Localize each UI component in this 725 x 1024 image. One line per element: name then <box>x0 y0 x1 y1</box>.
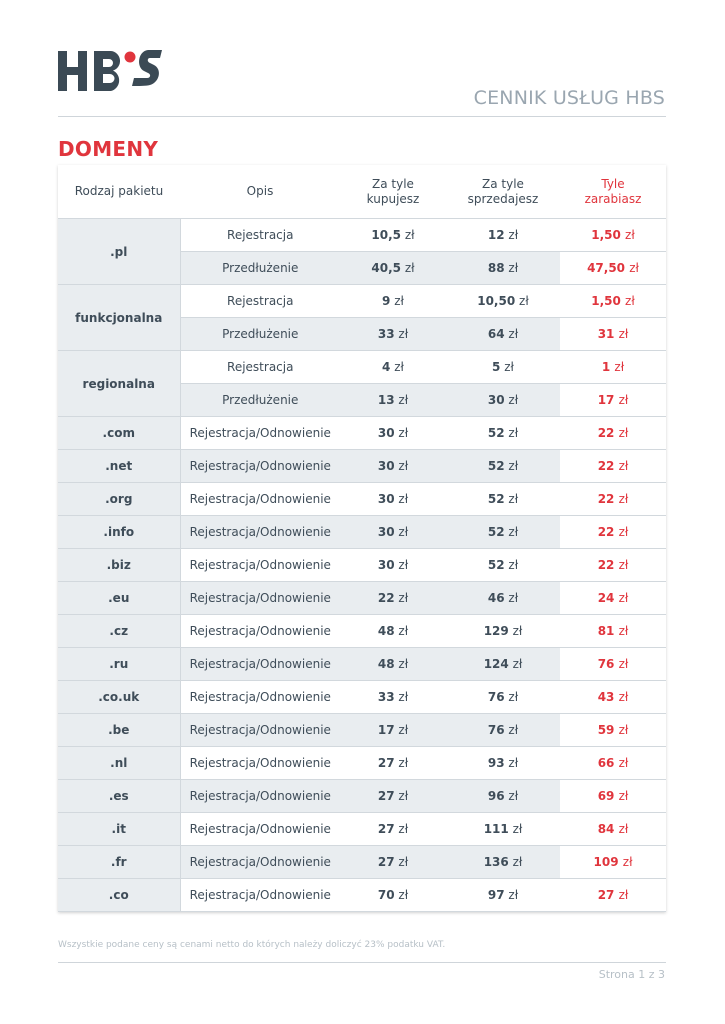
description-cell: Rejestracja <box>180 219 340 252</box>
price-value: 109 <box>593 855 619 869</box>
buy-price-cell <box>340 879 446 912</box>
description-cell: Rejestracja/Odnowienie <box>180 483 340 516</box>
price-value: 17 <box>377 723 395 737</box>
price-value: 48 <box>377 657 395 671</box>
price-value: 31 <box>597 327 615 341</box>
price-value: 70 <box>377 888 395 902</box>
package-type-cell <box>58 780 180 813</box>
buy-price-cell <box>340 681 446 714</box>
currency-label: zł <box>398 393 409 407</box>
earn-price-cell <box>560 582 666 615</box>
buy-price-cell <box>340 384 446 417</box>
currency-label: zł <box>622 855 633 869</box>
header-earn: Tyle zarabiasz <box>560 165 666 219</box>
description-cell: Rejestracja/Odnowienie <box>180 681 340 714</box>
currency-label: zł <box>404 228 415 242</box>
package-type-label: .biz <box>106 558 131 572</box>
price-value: 22 <box>597 525 615 539</box>
earn-price-cell <box>560 450 666 483</box>
price-value: 111 <box>483 822 509 836</box>
currency-label: zł <box>508 591 519 605</box>
currency-label: zł <box>508 459 519 473</box>
header-type: Rodzaj pakietu <box>58 165 180 219</box>
package-type-cell <box>58 879 180 912</box>
table-row <box>58 879 666 912</box>
price-value: 52 <box>487 492 505 506</box>
currency-label: zł <box>398 558 409 572</box>
currency-label: zł <box>508 723 519 737</box>
package-type-cell <box>58 681 180 714</box>
currency-label: zł <box>618 723 629 737</box>
description-cell: Przedłużenie <box>180 384 340 417</box>
sell-price-cell <box>446 318 560 351</box>
buy-price-cell <box>340 252 446 285</box>
package-type-cell <box>58 582 180 615</box>
buy-price-cell <box>340 648 446 681</box>
price-value: 10,50 <box>477 294 516 308</box>
package-type-label: .it <box>111 822 126 836</box>
price-value: 47,50 <box>587 261 626 275</box>
earn-price-cell <box>560 483 666 516</box>
table-row <box>58 549 666 582</box>
earn-price-cell <box>560 285 666 318</box>
buy-price-cell <box>340 417 446 450</box>
package-type-cell <box>58 285 180 351</box>
currency-label: zł <box>508 525 519 539</box>
earn-price-cell <box>560 549 666 582</box>
table-row <box>58 846 666 879</box>
currency-label: zł <box>618 822 629 836</box>
price-value: 27 <box>597 888 615 902</box>
description-cell: Rejestracja/Odnowienie <box>180 549 340 582</box>
price-value: 1,50 <box>591 294 621 308</box>
currency-label: zł <box>508 492 519 506</box>
currency-label: zł <box>398 624 409 638</box>
sell-price-cell <box>446 846 560 879</box>
currency-label: zł <box>504 360 514 374</box>
currency-label: zł <box>398 756 409 770</box>
price-value: 64 <box>487 327 505 341</box>
price-value: 69 <box>597 789 615 803</box>
package-type-cell <box>58 813 180 846</box>
earn-price-cell <box>560 846 666 879</box>
earn-price-cell <box>560 417 666 450</box>
document-title: CENNIK USŁUG HBS <box>473 87 665 109</box>
description-cell: Rejestracja/Odnowienie <box>180 780 340 813</box>
sell-price-cell <box>446 747 560 780</box>
buy-price-cell <box>340 483 446 516</box>
price-value: 27 <box>377 756 395 770</box>
package-type-label: .info <box>103 525 135 539</box>
earn-price-cell <box>560 879 666 912</box>
price-value: 52 <box>487 558 505 572</box>
description-cell: Rejestracja/Odnowienie <box>180 450 340 483</box>
table-header-row <box>58 165 666 219</box>
table-row <box>58 285 666 318</box>
currency-label: zł <box>629 261 639 275</box>
currency-label: zł <box>508 228 519 242</box>
package-type-label: .fr <box>110 855 127 869</box>
price-value: 10,5 <box>371 228 402 242</box>
price-value: 12 <box>487 228 505 242</box>
sell-price-cell <box>446 285 560 318</box>
currency-label: zł <box>512 855 523 869</box>
earn-price-cell <box>560 219 666 252</box>
price-table <box>58 165 666 912</box>
table-row <box>58 483 666 516</box>
table-row <box>58 450 666 483</box>
price-value: 59 <box>597 723 615 737</box>
earn-price-cell <box>560 318 666 351</box>
buy-price-cell <box>340 780 446 813</box>
description-cell: Rejestracja/Odnowienie <box>180 648 340 681</box>
package-type-label: .com <box>102 426 135 440</box>
currency-label: zł <box>398 426 409 440</box>
currency-label: zł <box>398 459 409 473</box>
price-value: 27 <box>377 855 395 869</box>
table-row <box>58 417 666 450</box>
currency-label: zł <box>398 789 409 803</box>
table-row <box>58 516 666 549</box>
currency-label: zł <box>398 591 409 605</box>
package-type-cell <box>58 714 180 747</box>
buy-price-cell <box>340 351 446 384</box>
buy-price-cell <box>340 615 446 648</box>
table-body <box>58 219 666 912</box>
earn-price-cell <box>560 813 666 846</box>
earn-price-cell <box>560 681 666 714</box>
sell-price-cell <box>446 615 560 648</box>
buy-price-cell <box>340 516 446 549</box>
sell-price-cell <box>446 582 560 615</box>
currency-label: zł <box>394 360 404 374</box>
currency-label: zł <box>398 855 409 869</box>
sell-price-cell <box>446 516 560 549</box>
price-value: 76 <box>597 657 615 671</box>
currency-label: zł <box>508 690 519 704</box>
package-type-label: .ru <box>109 657 129 671</box>
header-sell: Za tyle sprzedajesz <box>446 165 560 219</box>
hbs-logo <box>58 48 164 94</box>
package-type-cell <box>58 417 180 450</box>
currency-label: zł <box>398 657 409 671</box>
currency-label: zł <box>618 492 629 506</box>
currency-label: zł <box>394 294 404 308</box>
price-value: 97 <box>487 888 505 902</box>
currency-label: zł <box>508 558 519 572</box>
sell-price-cell <box>446 681 560 714</box>
currency-label: zł <box>398 525 409 539</box>
package-type-cell <box>58 549 180 582</box>
table-row <box>58 582 666 615</box>
header-divider <box>58 116 666 117</box>
package-type-cell <box>58 846 180 879</box>
buy-price-cell <box>340 846 446 879</box>
earn-price-cell <box>560 714 666 747</box>
price-value: 33 <box>377 690 395 704</box>
price-value: 27 <box>377 822 395 836</box>
price-value: 4 <box>382 360 391 374</box>
currency-label: zł <box>398 690 409 704</box>
price-value: 22 <box>597 459 615 473</box>
earn-price-cell <box>560 747 666 780</box>
currency-label: zł <box>512 624 523 638</box>
currency-label: zł <box>614 360 625 374</box>
price-value: 30 <box>377 525 395 539</box>
buy-price-cell <box>340 714 446 747</box>
package-type-label: .es <box>108 789 129 803</box>
vat-footnote: Wszystkie podane ceny są cenami netto do których należy doliczyć 23% podatku VAT. <box>58 940 446 950</box>
sell-price-cell <box>446 813 560 846</box>
price-value: 17 <box>597 393 615 407</box>
package-type-label: .org <box>105 492 133 506</box>
price-value: 76 <box>487 723 505 737</box>
buy-price-cell <box>340 219 446 252</box>
package-type-cell <box>58 516 180 549</box>
package-type-label: .cz <box>109 624 129 638</box>
price-value: 30 <box>487 393 505 407</box>
description-cell: Rejestracja/Odnowienie <box>180 747 340 780</box>
sell-price-cell <box>446 714 560 747</box>
currency-label: zł <box>625 294 635 308</box>
currency-label: zł <box>618 393 629 407</box>
package-type-cell <box>58 351 180 417</box>
package-type-label: .co <box>108 888 129 902</box>
currency-label: zł <box>508 888 519 902</box>
earn-price-cell <box>560 252 666 285</box>
page-number: Strona 1 z 3 <box>598 968 665 981</box>
currency-label: zł <box>398 888 409 902</box>
price-value: 30 <box>377 492 395 506</box>
currency-label: zł <box>404 261 415 275</box>
price-value: 1,50 <box>591 228 621 242</box>
table-row <box>58 813 666 846</box>
package-type-cell <box>58 219 180 285</box>
sell-price-cell <box>446 780 560 813</box>
price-value: 93 <box>487 756 505 770</box>
price-value: 136 <box>483 855 509 869</box>
price-value: 52 <box>487 525 505 539</box>
currency-label: zł <box>618 327 629 341</box>
description-cell: Rejestracja/Odnowienie <box>180 714 340 747</box>
table-row <box>58 747 666 780</box>
sell-price-cell <box>446 648 560 681</box>
table-row <box>58 780 666 813</box>
buy-price-cell <box>340 813 446 846</box>
price-table-container <box>58 165 666 912</box>
package-type-label: funkcjonalna <box>75 310 163 325</box>
price-value: 46 <box>487 591 505 605</box>
currency-label: zł <box>508 261 519 275</box>
sell-price-cell <box>446 252 560 285</box>
currency-label: zł <box>508 393 519 407</box>
earn-price-cell <box>560 648 666 681</box>
table-row <box>58 219 666 252</box>
sell-price-cell <box>446 351 560 384</box>
package-type-label: .net <box>105 459 133 473</box>
package-type-cell <box>58 747 180 780</box>
buy-price-cell <box>340 285 446 318</box>
section-title: DOMENY <box>58 137 159 161</box>
buy-price-cell <box>340 318 446 351</box>
price-value: 1 <box>601 360 611 374</box>
buy-price-cell <box>340 549 446 582</box>
price-value: 88 <box>487 261 505 275</box>
price-value: 76 <box>487 690 505 704</box>
package-type-label: .be <box>108 723 130 737</box>
description-cell: Rejestracja/Odnowienie <box>180 879 340 912</box>
description-cell: Rejestracja/Odnowienie <box>180 615 340 648</box>
description-cell: Rejestracja/Odnowienie <box>180 582 340 615</box>
sell-price-cell <box>446 384 560 417</box>
table-row <box>58 648 666 681</box>
table-row <box>58 714 666 747</box>
sell-price-cell <box>446 483 560 516</box>
currency-label: zł <box>398 723 409 737</box>
price-value: 22 <box>597 558 615 572</box>
currency-label: zł <box>618 690 629 704</box>
currency-label: zł <box>618 624 629 638</box>
sell-price-cell <box>446 549 560 582</box>
package-type-cell <box>58 450 180 483</box>
sell-price-cell <box>446 219 560 252</box>
price-value: 52 <box>487 426 505 440</box>
price-value: 96 <box>487 789 505 803</box>
sell-price-cell <box>446 450 560 483</box>
earn-price-cell <box>560 615 666 648</box>
currency-label: zł <box>508 327 519 341</box>
package-type-label: .co.uk <box>98 690 140 704</box>
price-value: 66 <box>597 756 615 770</box>
price-value: 129 <box>483 624 509 638</box>
table-row <box>58 351 666 384</box>
price-value: 5 <box>492 360 501 374</box>
currency-label: zł <box>618 558 629 572</box>
description-cell: Przedłużenie <box>180 252 340 285</box>
currency-label: zł <box>618 525 629 539</box>
package-type-label: .eu <box>108 591 130 605</box>
currency-label: zł <box>398 327 409 341</box>
package-type-label: .pl <box>110 244 128 259</box>
currency-label: zł <box>508 789 519 803</box>
description-cell: Rejestracja/Odnowienie <box>180 846 340 879</box>
currency-label: zł <box>398 492 409 506</box>
price-value: 30 <box>377 558 395 572</box>
price-value: 30 <box>377 426 395 440</box>
price-value: 13 <box>377 393 395 407</box>
description-cell: Rejestracja <box>180 285 340 318</box>
package-type-cell <box>58 483 180 516</box>
package-type-label: .nl <box>110 756 128 770</box>
description-cell: Przedłużenie <box>180 318 340 351</box>
price-value: 48 <box>377 624 395 638</box>
currency-label: zł <box>512 657 523 671</box>
currency-label: zł <box>625 228 635 242</box>
price-value: 24 <box>597 591 615 605</box>
earn-price-cell <box>560 351 666 384</box>
description-cell: Rejestracja <box>180 351 340 384</box>
sell-price-cell <box>446 417 560 450</box>
package-type-cell <box>58 648 180 681</box>
description-cell: Rejestracja/Odnowienie <box>180 516 340 549</box>
price-value: 33 <box>377 327 395 341</box>
price-value: 43 <box>597 690 615 704</box>
buy-price-cell <box>340 582 446 615</box>
price-value: 124 <box>483 657 509 671</box>
earn-price-cell <box>560 780 666 813</box>
price-value: 22 <box>377 591 395 605</box>
currency-label: zł <box>519 294 529 308</box>
price-value: 84 <box>597 822 615 836</box>
currency-label: zł <box>512 822 523 836</box>
currency-label: zł <box>618 888 629 902</box>
buy-price-cell <box>340 747 446 780</box>
table-row <box>58 681 666 714</box>
price-value: 22 <box>597 426 615 440</box>
price-value: 27 <box>377 789 395 803</box>
currency-label: zł <box>618 789 629 803</box>
header-buy: Za tyle kupujesz <box>340 165 446 219</box>
price-value: 40,5 <box>371 261 402 275</box>
earn-price-cell <box>560 516 666 549</box>
currency-label: zł <box>508 756 519 770</box>
currency-label: zł <box>618 426 629 440</box>
currency-label: zł <box>618 657 629 671</box>
package-type-label: regionalna <box>82 376 155 391</box>
sell-price-cell <box>446 879 560 912</box>
earn-price-cell <box>560 384 666 417</box>
package-type-cell <box>58 615 180 648</box>
currency-label: zł <box>618 591 629 605</box>
description-cell: Rejestracja/Odnowienie <box>180 417 340 450</box>
price-value: 22 <box>597 492 615 506</box>
header-desc: Opis <box>180 165 340 219</box>
currency-label: zł <box>508 426 519 440</box>
price-value: 9 <box>382 294 391 308</box>
footer-divider <box>58 962 666 963</box>
buy-price-cell <box>340 450 446 483</box>
price-value: 81 <box>597 624 615 638</box>
price-value: 52 <box>487 459 505 473</box>
table-row <box>58 615 666 648</box>
price-value: 30 <box>377 459 395 473</box>
description-cell: Rejestracja/Odnowienie <box>180 813 340 846</box>
currency-label: zł <box>398 822 409 836</box>
currency-label: zł <box>618 459 629 473</box>
currency-label: zł <box>618 756 629 770</box>
